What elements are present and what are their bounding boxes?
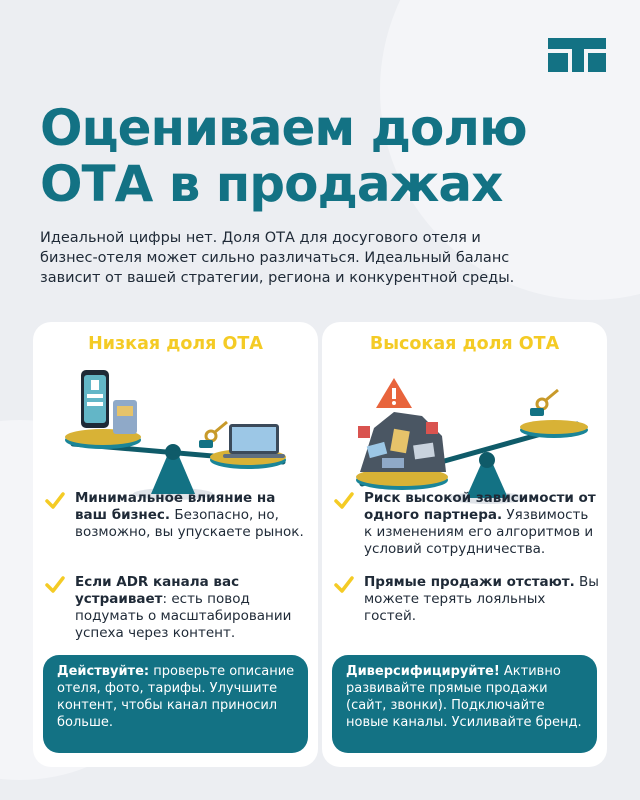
high-cta-box	[332, 655, 597, 753]
cta-text	[57, 663, 297, 731]
cta-rest: проверьте описание отеля, фото, тарифы. Улучшите контент, чтобы канал приносил больше.	[57, 664, 295, 730]
check-icon	[334, 576, 354, 594]
point-bold: Риск высокой зависимости от одного партнера.	[364, 490, 596, 523]
low-cta-box	[43, 655, 308, 753]
point-text	[364, 574, 599, 625]
brand-logo-icon	[548, 38, 606, 72]
intro-line: Идеальной цифры нет. Доля ОТА для досугового отеля и	[40, 230, 481, 246]
point-rest: Вы можете терять лояльных гостей.	[364, 574, 599, 624]
point-bold: Прямые продажи отстают.	[364, 574, 575, 590]
title-line: ОТА в продажах	[40, 155, 503, 213]
cta-text	[346, 663, 586, 731]
page-title	[40, 100, 600, 212]
point-text	[75, 490, 310, 541]
point-rest: Безопасно, но, возможно, вы упускаете рынок.	[75, 507, 304, 540]
intro-line: бизнес-отеля может сильно различаться. Идеальный баланс	[40, 250, 510, 266]
point-text	[75, 574, 310, 642]
card-title: Высокая доля ОТА	[369, 334, 560, 354]
point-text	[364, 490, 599, 558]
check-icon	[45, 492, 65, 510]
card-title: Низкая доля ОТА	[88, 334, 263, 354]
intro-paragraph	[40, 228, 600, 288]
point-rest: Уязвимость к изменениям его алгоритмов и условий сотрудничества.	[364, 507, 594, 557]
low-ota-card	[33, 322, 318, 767]
scale-low-ota-icon	[33, 366, 318, 506]
intro-line: зависит от вашей стратегии, региона и конкурентной среды.	[40, 270, 515, 286]
check-icon	[334, 492, 354, 510]
cta-bold: Диверсифицируйте!	[346, 664, 500, 679]
scale-high-ota-icon	[322, 366, 607, 506]
point-rest: : есть повод подумать о масштабировании успеха через контент.	[75, 591, 292, 641]
cta-rest: Активно развивайте прямые продажи (сайт, звонки). Подключайте новые каналы. Усиливайте бренд.	[346, 664, 582, 730]
point-bold: Минимальное влияние на ваш бизнес.	[75, 490, 276, 523]
check-icon	[45, 576, 65, 594]
cta-bold: Действуйте:	[57, 664, 150, 679]
title-line: Оцениваем долю	[40, 99, 527, 157]
high-ota-card	[322, 322, 607, 767]
point-bold: Если ADR канала вас устраивает	[75, 574, 240, 607]
